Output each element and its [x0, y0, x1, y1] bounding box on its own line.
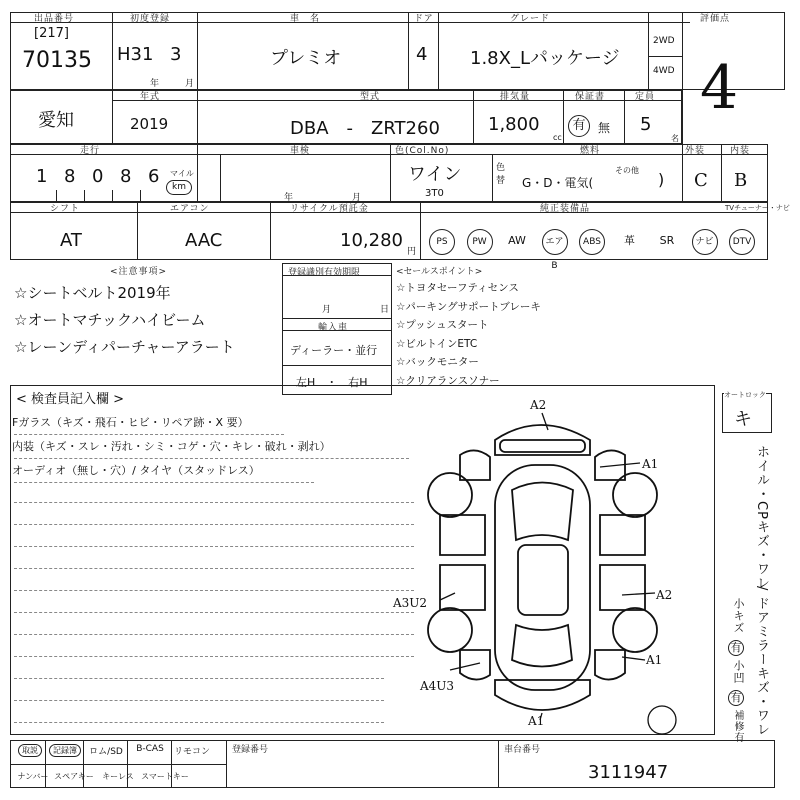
exterior: C	[694, 170, 708, 191]
model-year-label: 年式	[140, 92, 161, 102]
dash-line	[14, 524, 414, 525]
sales-point: ☆パーキングサポートブレーキ	[396, 300, 541, 313]
rear-left-door	[440, 565, 485, 610]
wheel-rr	[613, 608, 657, 652]
footer-top-cell	[128, 744, 172, 754]
chassis: DBA - ZRT260	[290, 118, 440, 139]
mark-a3u2: A3U2	[393, 596, 428, 610]
equipment-label: SR	[659, 234, 675, 247]
divider	[112, 90, 113, 144]
wheel-cap-note: ホイル・CPキズ・ワレ	[754, 445, 769, 590]
mileage-digit: 8	[64, 166, 76, 187]
equipment-label: DTV	[729, 229, 755, 255]
score: 4	[700, 53, 739, 123]
sales-point: ☆ビルトインETC	[396, 337, 478, 350]
cc-unit: cc	[553, 133, 562, 142]
footer-top-cell	[172, 744, 212, 757]
footer-bottom-cell: キーレス	[102, 772, 134, 781]
divider	[408, 12, 409, 90]
footer-cell-label: B-CAS	[136, 744, 164, 754]
digit-tick	[140, 190, 141, 202]
autolock-value: キ	[734, 409, 752, 430]
divider	[220, 154, 221, 202]
divider	[197, 90, 198, 144]
grade: 1.8X_Lパッケージ	[470, 48, 620, 69]
expiry-day: 日	[380, 305, 390, 315]
dash-line	[14, 482, 314, 483]
divider	[438, 12, 439, 90]
equipment-label: 革	[624, 234, 635, 247]
footer-cell-label: 取説	[18, 744, 42, 757]
equipment-item	[500, 229, 534, 255]
model-year: 2019	[130, 115, 169, 133]
caution-item: ☆レーンディパーチャーアラート	[14, 338, 235, 356]
front-grille	[500, 440, 585, 452]
front-left-door	[440, 515, 485, 555]
divider	[498, 740, 499, 788]
warranty-no: 無	[598, 121, 611, 135]
inspection-label: 車検	[290, 146, 311, 156]
reg-number-label: 登録番号	[232, 745, 269, 755]
ac: AAC	[185, 230, 223, 251]
divider	[282, 365, 392, 366]
dash-line	[14, 612, 414, 613]
interior: B	[734, 170, 748, 191]
dash-line	[14, 678, 384, 679]
ac-label: エアコン	[170, 204, 210, 214]
mark-a1-rear-right: A1	[646, 653, 663, 667]
divider	[10, 764, 226, 765]
handle-value: 左H ・ 右H	[296, 376, 368, 389]
equipment-label: ABS	[579, 229, 605, 255]
year-unit: 年	[150, 79, 160, 89]
inspector-title: < 検査員記入欄 >	[16, 392, 125, 407]
mileage-digit: 6	[148, 166, 160, 187]
small-dent: 小凹	[732, 660, 745, 684]
fuel-label: 燃料	[580, 146, 601, 156]
import-value: ディーラー・並行	[290, 344, 378, 357]
equipment-label: 純正装備品	[540, 204, 591, 214]
color-label: 色(Col.No)	[395, 146, 450, 156]
drive-4wd: 4WD	[653, 66, 675, 76]
fuel-other: その他	[615, 166, 639, 175]
row3-label-line	[10, 154, 768, 155]
equipment-item	[688, 229, 722, 255]
sales-label: <セールスポイント>	[396, 267, 483, 277]
sales-point: ☆トヨタセーフティセンス	[396, 282, 519, 294]
month-unit: 月	[185, 79, 195, 89]
dash-line	[14, 568, 414, 569]
divider	[492, 154, 493, 202]
chassis-label: 型式	[360, 92, 381, 102]
recycle-label: リサイクル預託金	[290, 204, 369, 214]
footer-bottom-cell: ナンバー	[17, 772, 49, 781]
first-reg-label: 初度登録	[130, 14, 171, 24]
audio-line: オーディオ（無し・穴）/ タイヤ（スタッドレス）	[12, 464, 260, 477]
exterior-label: 外装	[685, 146, 706, 156]
fglass-line: Fガラス（キズ・飛石・ヒビ・リペア跡・X 要）	[12, 416, 249, 429]
recycle-unit: 円	[407, 247, 417, 257]
tuner-label: TVチューナー・ナビ	[725, 204, 790, 212]
equipment-item	[575, 229, 609, 255]
equipment-label: AW	[508, 234, 526, 247]
yes-mark-1: 有	[728, 640, 744, 656]
color-change-label: 色替	[496, 163, 506, 186]
capacity-unit: 名	[671, 134, 679, 143]
digit-tick	[112, 190, 113, 202]
dash-line	[14, 458, 409, 459]
roof	[518, 545, 568, 615]
caution-item: ☆シートベルト2019年	[14, 284, 171, 302]
divider	[624, 90, 625, 144]
mark-a4u3: A4U3	[420, 679, 455, 693]
yes-mark-2: 有	[728, 690, 744, 706]
chassis-number-label: 車台番号	[504, 745, 541, 755]
divider	[473, 90, 474, 144]
caution-item: ☆オートマチックハイビーム	[14, 311, 206, 329]
right-rear-fender	[595, 650, 625, 680]
footer-cell-label: ロム/SD	[89, 747, 123, 757]
mark-a2-front: A2	[530, 398, 547, 412]
front-right-door	[600, 515, 645, 555]
lot-prefix: [217]	[34, 26, 69, 41]
rear-bumper-shape	[495, 680, 590, 710]
divider	[137, 202, 138, 260]
equipment-label: ナビ	[692, 229, 718, 255]
divider	[420, 202, 421, 260]
mileage-digit: 0	[92, 166, 104, 187]
fuel-close: )	[658, 170, 665, 189]
dash-line	[14, 434, 284, 435]
equipment-label: エアB	[542, 229, 568, 255]
divider	[648, 12, 649, 90]
drive-2wd: 2WD	[653, 36, 675, 46]
mileage-digit: 1	[36, 166, 48, 187]
fuel-options: G・D・電気(	[522, 176, 594, 190]
capacity-label: 定員	[635, 92, 656, 102]
divider	[226, 740, 227, 788]
divider	[563, 90, 564, 144]
equipment-item	[613, 229, 647, 255]
interior-line: 内装（キズ・スレ・汚れ・シミ・コゲ・穴・キレ・破れ・剥れ）	[12, 440, 331, 453]
grade-label: グレード	[510, 14, 551, 24]
displacement: 1,800	[488, 114, 540, 135]
divider	[721, 144, 722, 202]
warranty-yes: 有	[568, 115, 590, 137]
left-front-fender	[460, 450, 490, 480]
row4-label-line	[10, 212, 768, 213]
mileage-label: 走行	[80, 146, 101, 156]
divider	[648, 56, 682, 57]
rear-window	[512, 625, 572, 667]
expiry-label: 登録識別有効期限	[288, 268, 361, 278]
divider	[390, 144, 391, 202]
divider	[270, 202, 271, 260]
autolock-label: オートロック	[724, 391, 766, 399]
mark-a1-rear: A1	[528, 714, 545, 728]
equipment-item	[463, 229, 497, 255]
warranty-label: 保証書	[575, 92, 606, 102]
divider	[282, 318, 392, 319]
sales-point: ☆プッシュスタート	[396, 319, 489, 331]
dash-line	[14, 546, 414, 547]
doors: 4	[416, 44, 428, 65]
sales-point: ☆クリアランスソナー	[396, 374, 500, 387]
divider	[197, 144, 198, 202]
score-label: 評価点	[700, 14, 731, 24]
footer-bottom-cell: スマートキー	[141, 772, 189, 781]
footer-top-cell	[84, 744, 128, 757]
equipment-item	[425, 229, 459, 255]
footer-cell-label: リモコン	[173, 747, 210, 757]
footer-bottom-cell: スペアキー	[54, 772, 94, 781]
equipment-label: PS	[429, 229, 455, 255]
equipment-item	[650, 229, 684, 255]
region: 愛知	[38, 110, 74, 131]
first-reg-month: 3	[170, 44, 182, 65]
interior-label: 内装	[730, 146, 751, 156]
lot-number: 70135	[22, 48, 92, 73]
caution-label: <注意事項>	[110, 267, 168, 277]
digit-tick	[84, 190, 85, 202]
model-name: プレミオ	[270, 48, 342, 69]
model-name-label: 車 名	[290, 14, 321, 24]
rear-right-door	[600, 565, 645, 610]
chassis-number: 3111947	[588, 762, 669, 783]
mileage-unit-km: km	[166, 180, 192, 195]
small-scratch: 小キズ	[732, 598, 745, 634]
equipment-item	[725, 229, 759, 255]
inspection-year: 年	[284, 193, 294, 203]
footer-cell-label: 記録簿	[49, 744, 81, 757]
mark-a1-front-right: A1	[642, 457, 659, 471]
divider	[112, 12, 113, 90]
displacement-label: 排気量	[500, 92, 531, 102]
dash-line	[14, 722, 384, 723]
doors-label: ドア	[414, 14, 434, 24]
repair-note: 補修有	[732, 710, 743, 743]
expiry-month: 月	[322, 305, 332, 315]
divider	[682, 144, 683, 202]
inspection-month: 月	[352, 193, 362, 203]
import-label: 輸入車	[318, 323, 349, 333]
lot-label: 出品番号	[34, 14, 75, 24]
sales-point: ☆バックモニター	[396, 356, 479, 368]
color: ワイン	[408, 164, 462, 185]
mileage-unit-mile: マイル	[170, 169, 194, 178]
capacity: 5	[640, 114, 652, 135]
dash-line	[14, 590, 414, 591]
dash-line	[14, 656, 414, 657]
footer-top-cell	[46, 744, 84, 757]
equipment-label: PW	[467, 229, 493, 255]
car-body-outline	[495, 465, 590, 690]
divider	[682, 12, 683, 144]
windshield	[512, 483, 573, 541]
shift-label: シフト	[50, 204, 81, 214]
mark-a2-right: A2	[656, 588, 673, 602]
dash-line	[14, 502, 414, 503]
divider	[197, 12, 198, 90]
first-reg-era: H31	[117, 44, 154, 65]
footer-top-cell	[14, 744, 46, 757]
color-code: 3T0	[425, 188, 444, 199]
recycle: 10,280	[340, 230, 403, 251]
dash-line	[14, 700, 384, 701]
mirror-note: / ドアミラーキズ・ワレ	[754, 586, 769, 737]
wheel-rl	[428, 608, 472, 652]
shift: AT	[60, 230, 82, 251]
equipment-item	[538, 229, 572, 271]
dash-line	[14, 634, 414, 635]
mileage-digit: 8	[120, 166, 132, 187]
